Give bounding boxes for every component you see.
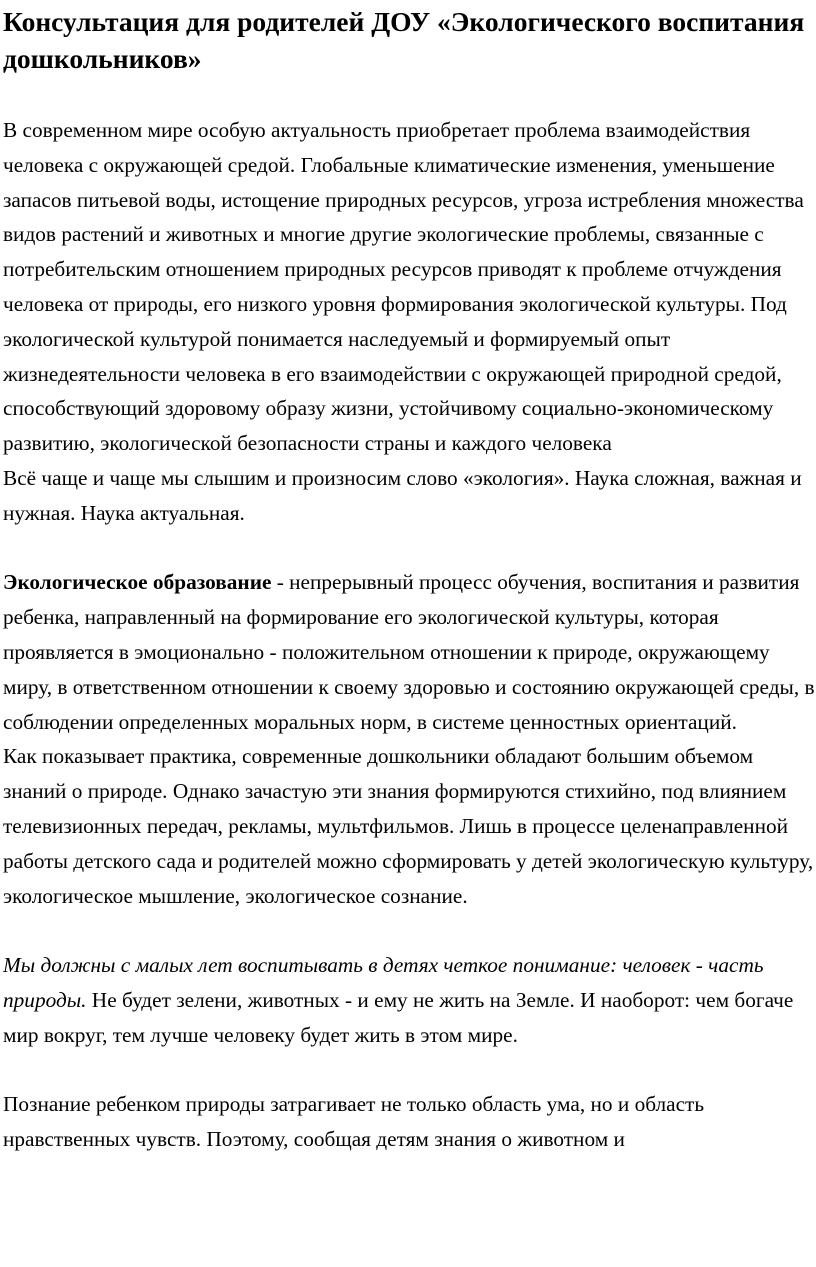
italic-statement: Мы должны с малых лет воспитывать в детях четкое понимание: человек - часть природы. <box>3 953 764 1012</box>
paragraph-5 <box>3 948 816 1052</box>
paragraph-2: Всё чаще и чаще мы слышим и произносим слово «экология». Наука сложная, важная и нужная. Наука актуальная. <box>3 465 802 525</box>
paragraph-6: Познание ребенком природы затрагивает не только область ума, но и область нравственных чувств. Поэтому, сообщая детям знания о животном и <box>3 1092 705 1152</box>
paragraph-1: В современном мире особую актуальность приобретает проблема взаимодействия человека с окружающей средой. Глобальные климатические изменения, уменьшение запасов питьевой воды, истощение природных ресурсов, угроза истребления множества видов растений и животных и многие другие экологические проблемы, связанные с потребительским отношением природных ресурсов приводят к проблеме отчуждения человека от природы, его низкого уровня формирования экологической культуры. Под экологической культурой понимается наследуемый и формируемый опыт жизнедеятельности человека в его взаимодействии с окружающей природной средой, способствующий здоровому образу жизни, устойчивому социально-экономическому развитию, экологической безопасности страны и каждого человека <box>3 118 804 456</box>
spacer <box>3 531 816 566</box>
spacer <box>3 77 816 113</box>
paragraph-3 <box>3 565 816 739</box>
paragraph-4: Как показывает практика, современные дошкольники обладают большим объемом знаний о природе. Однако зачастую эти знания формируются стихийно, под влиянием телевизионных передач, рекламы, мультфильмов. Лишь в процессе целенаправленной работы детского сада и родителей можно сформировать у детей экологическую культуру, экологическое мышление, экологическое сознание. <box>3 744 814 908</box>
document-page <box>3 0 816 1157</box>
document-body <box>3 113 816 1157</box>
term-ecological-education: Экологическое образование <box>3 570 272 595</box>
spacer <box>3 1053 816 1088</box>
paragraph-3-text: - непрерывный процесс обучения, воспитания и развития ребенка, направленный на формирование его экологической культуры, которая проявляется в эмоционально - положительном отношении к природе, окружающему миру, в ответственном отношении к своему здоровью и состоянию окружающей среды, в соблюдении определенных моральных норм, в системе ценностных ориентаций. <box>3 570 815 734</box>
paragraph-5-text: Не будет зелени, животных - и ему не жить на Земле. И наоборот: чем богаче мир вокруг, тем лучше человеку будет жить в этом мире. <box>3 987 794 1047</box>
spacer <box>3 913 816 948</box>
document-title: Консультация для родителей ДОУ «Экологического воспитания дошкольников» <box>3 6 805 74</box>
